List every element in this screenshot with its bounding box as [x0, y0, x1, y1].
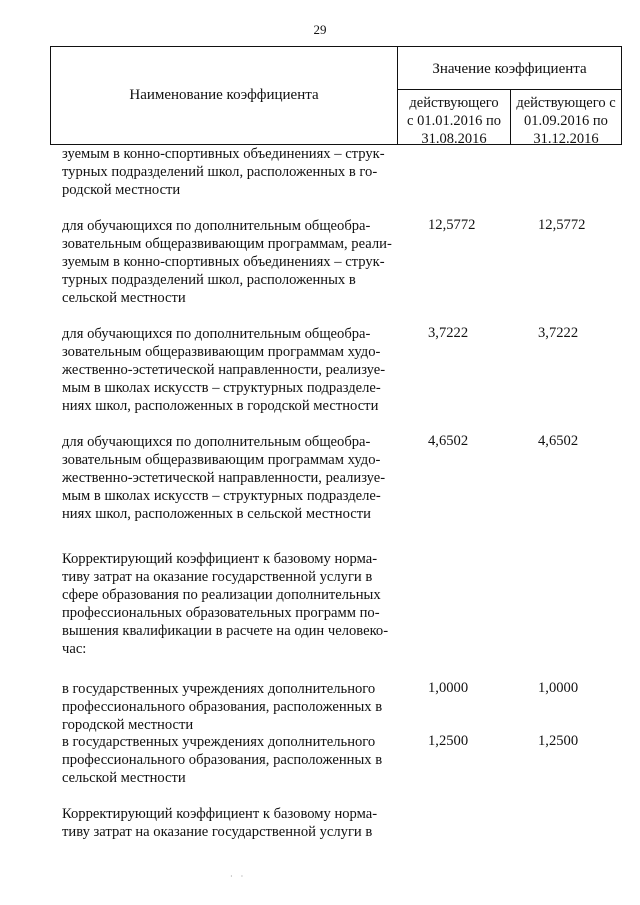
text-line: зуемым в конно-спортивных объединениях – струк-: [62, 146, 385, 162]
value-period-2: 3,7222: [538, 325, 579, 341]
table-header: [50, 46, 622, 145]
text-line: зовательным общеразвивающим программам худо-: [62, 344, 381, 360]
text-line: тиву затрат на оказание государственной услуги в: [62, 824, 373, 840]
text-line: Корректирующий коэффициент к базовому норма-: [62, 806, 378, 822]
text-line: сельской местности: [62, 770, 186, 786]
row-text: [62, 680, 392, 734]
header-line: действующего с: [516, 95, 616, 111]
row-text: [62, 805, 392, 841]
text-line: ниях школ, расположенных в городской местности: [62, 398, 379, 414]
row-text: [62, 145, 392, 199]
text-line: сельской местности: [62, 290, 186, 306]
text-line: зовательным общеразвивающим программам худо-: [62, 452, 381, 468]
value-period-2: 12,5772: [538, 217, 586, 233]
value-period-2: 1,2500: [538, 733, 579, 749]
value-period-1: 4,6502: [428, 433, 469, 449]
header-line: 31.12.2016: [533, 131, 599, 147]
text-line: зуемым в конно-спортивных объединениях – струк-: [62, 254, 385, 270]
text-line: турных подразделений школ, расположенных в: [62, 272, 356, 288]
page-number: 29: [313, 22, 327, 37]
text-line: зовательным общеразвивающим программам, реали-: [62, 236, 392, 252]
header-line: 31.08.2016: [421, 131, 487, 147]
text-line: в государственных учреждениях дополнительного: [62, 681, 376, 697]
value-period-1: 12,5772: [428, 217, 476, 233]
text-line: в государственных учреждениях дополнительного: [62, 734, 376, 750]
text-line: профессиональных образовательных программ по-: [62, 605, 380, 621]
text-line: мым в школах искусств – структурных подразделе-: [62, 380, 381, 396]
text-line: жественно-эстетической направленности, реализуе-: [62, 470, 386, 486]
text-line: мым в школах искусств – структурных подразделе-: [62, 488, 381, 504]
text-line: турных подразделений школ, расположенных в го-: [62, 164, 378, 180]
value-period-1: 1,0000: [428, 680, 469, 696]
text-line: сфере образования по реализации дополнительных: [62, 587, 381, 603]
column-header-value: Значение коэффициента: [432, 61, 587, 77]
text-line: городской местности: [62, 717, 194, 733]
header-line: с 01.01.2016 по: [407, 113, 501, 129]
header-divider: [397, 89, 621, 90]
text-line: профессионального образования, расположенных в: [62, 752, 383, 768]
row-text: [62, 217, 392, 307]
text-line: жественно-эстетической направленности, реализуе-: [62, 362, 386, 378]
text-line: Корректирующий коэффициент к базовому норма-: [62, 551, 378, 567]
text-line: ниях школ, расположенных в сельской местности: [62, 506, 371, 522]
value-period-1: 3,7222: [428, 325, 469, 341]
column-header-period-2: [511, 94, 621, 148]
text-line: тиву затрат на оказание государственной услуги в: [62, 569, 373, 585]
value-period-2: 4,6502: [538, 433, 579, 449]
text-line: час:: [62, 641, 87, 657]
header-line: 01.09.2016 по: [524, 113, 608, 129]
header-line: действующего: [409, 95, 499, 111]
value-period-2: 1,0000: [538, 680, 579, 696]
text-line: профессионального образования, расположенных в: [62, 699, 383, 715]
scan-artifact: · ·: [230, 872, 247, 881]
value-period-1: 1,2500: [428, 733, 469, 749]
column-header-period-1: [398, 94, 510, 148]
text-line: для обучающихся по дополнительным общеобра-: [62, 434, 371, 450]
text-line: для обучающихся по дополнительным общеобра-: [62, 326, 371, 342]
text-line: вышения квалификации в расчете на один человеко-: [62, 623, 389, 639]
text-line: родской местности: [62, 182, 181, 198]
row-text: [62, 325, 392, 415]
text-line: для обучающихся по дополнительным общеобра-: [62, 218, 371, 234]
row-text: [62, 433, 392, 523]
row-text: [62, 733, 392, 787]
row-text: [62, 550, 392, 658]
column-header-name: Наименование коэффициента: [129, 87, 319, 103]
